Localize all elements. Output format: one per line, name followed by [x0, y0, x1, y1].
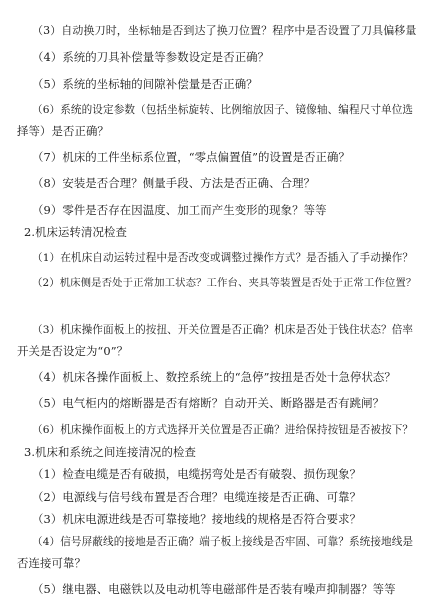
item-7-workpiece-coordinates: （7）机床的工件坐标系位置，“零点偏置值”的设置是否正确？: [32, 149, 350, 164]
item-8-installation: （8）安装是否合理？侧量手段、方法是否正确、合理？: [32, 176, 316, 191]
item-9-part-deformation: （9）零件是否存在因温度、加工而产生变形的现象？等等: [32, 202, 327, 217]
section-3-item-5: （5）继电器、电磁铁以及电动机等电磁部件是否装有噪声抑制器？等等: [32, 582, 396, 596]
item-3-tool-change: （3）自动换刀时，坐标轴是否到达了换刀位置？程序中是否设置了刀具偏移量: [32, 24, 417, 37]
section-heading-2: 2.机床运转清况检查: [24, 225, 127, 240]
section-2-item-3-continuation: 开关是否设定为“0”？: [17, 343, 129, 358]
section-3-item-1: （1）检查电缆是否有破损，电缆拐弯处是否有破裂、损伤现象？: [32, 467, 362, 481]
section-3-item-2: （2）电源线与信号线布置是否合理？电缆连接是否正确、可靠？: [32, 489, 362, 504]
section-2-item-2: （2）机床侧是否处于正常加工状态？工作台、夹具等装置是否处于正常工作位置？: [32, 276, 417, 289]
section-3-item-4: （4）信号屏蔽线的接地是否正确？端子板上接线是否牢固、可靠？系统接地线是: [32, 535, 414, 548]
item-4-tool-compensation: （4）系统的刀具补偿量等参数设定是否正确？: [32, 50, 270, 65]
section-2-item-6: （6）机床操作面板上的方式选择开关位置是否正确？进给保持按钮是否被按下？: [32, 423, 414, 436]
section-2-item-1: （1）在机床自动运转过程中是否改变或调整过操作方式？是否插入了手动操作？: [32, 251, 414, 264]
section-3-item-4-continuation: 否连接可靠？: [17, 555, 86, 570]
item-6-continuation: 择等）是否正确？: [17, 123, 109, 138]
section-2-item-5: （5）电气柜内的熔断器是否有熔断？自动开关、断路器是否有跳闸？: [32, 396, 385, 411]
item-6-system-parameters: （6）系统的设定参数（包括坐标旋转、比例缩放因子、镜像轴、编程尺寸单位选: [32, 103, 414, 116]
section-2-item-4: （4）机床各操作面板上、数控系统上的“急停”按扭是否处十急停状态？: [32, 370, 396, 384]
section-3-item-3: （3）机床电源进线是否可靠接地？接地线的规格是否符合要求？: [32, 512, 362, 527]
section-2-item-3: （3）机床操作面板上的按扭、开关位置是否正确？机床是否处于钱住状态？倍率: [32, 323, 414, 336]
item-5-backlash-compensation: （5）系统的坐标轴的间隙补偿量是否正确？: [32, 76, 258, 91]
section-heading-3: 3.机床和系统之间连接清况的检查: [24, 445, 196, 460]
